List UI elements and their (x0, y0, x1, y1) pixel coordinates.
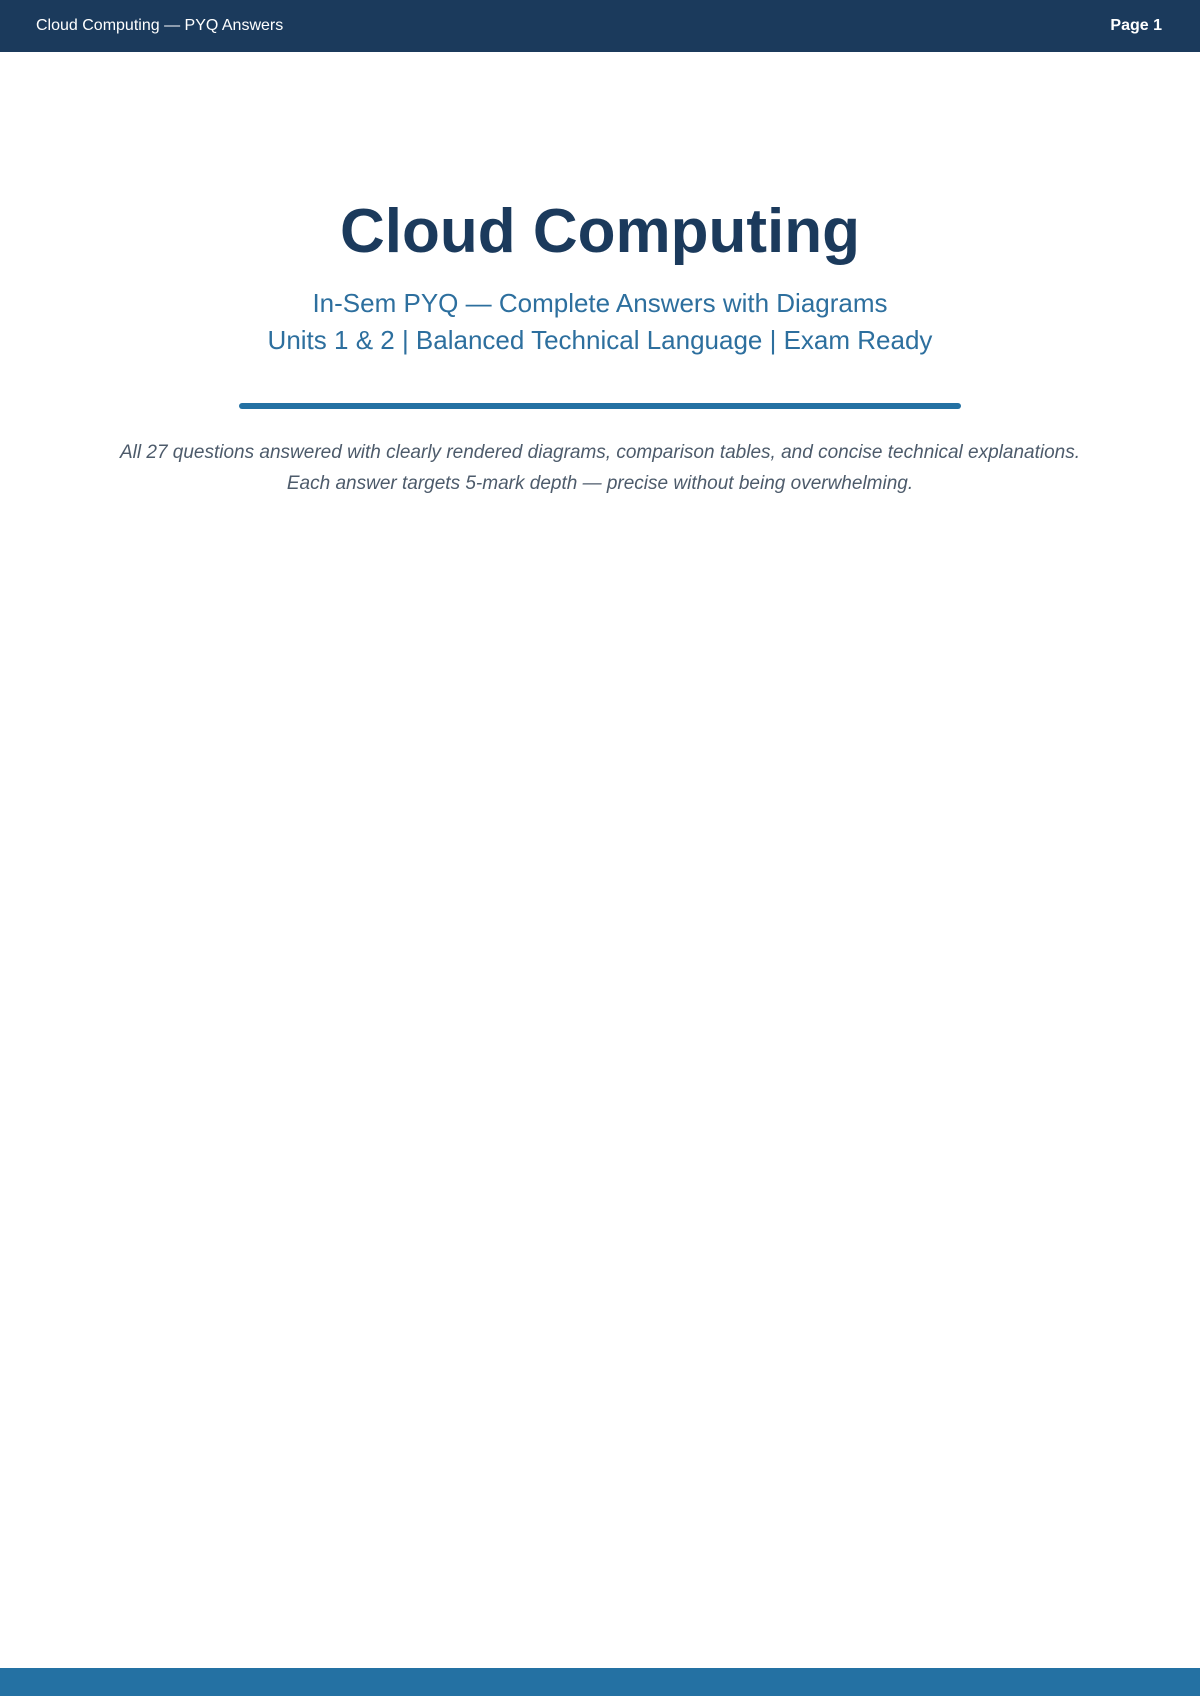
cover-description-line-1: All 27 questions answered with clearly rendered diagrams, comparison tables, and concise technical explanations. (119, 442, 1081, 463)
page-footer-bar (0, 1668, 1200, 1696)
header-page-number: Page 1 (1110, 17, 1162, 34)
cover-title: Cloud Computing (340, 197, 860, 266)
page-header (0, 0, 1200, 52)
cover-subtitle-line-1: In-Sem PYQ — Complete Answers with Diagrams (312, 288, 888, 318)
cover-subtitle-line-2: Units 1 & 2 | Balanced Technical Language | Exam Ready (267, 325, 933, 355)
cover-description-line-2: Each answer targets 5-mark depth — precise without being overwhelming. (286, 473, 914, 494)
title-divider (239, 403, 961, 409)
header-document-title: Cloud Computing — PYQ Answers (36, 17, 284, 34)
